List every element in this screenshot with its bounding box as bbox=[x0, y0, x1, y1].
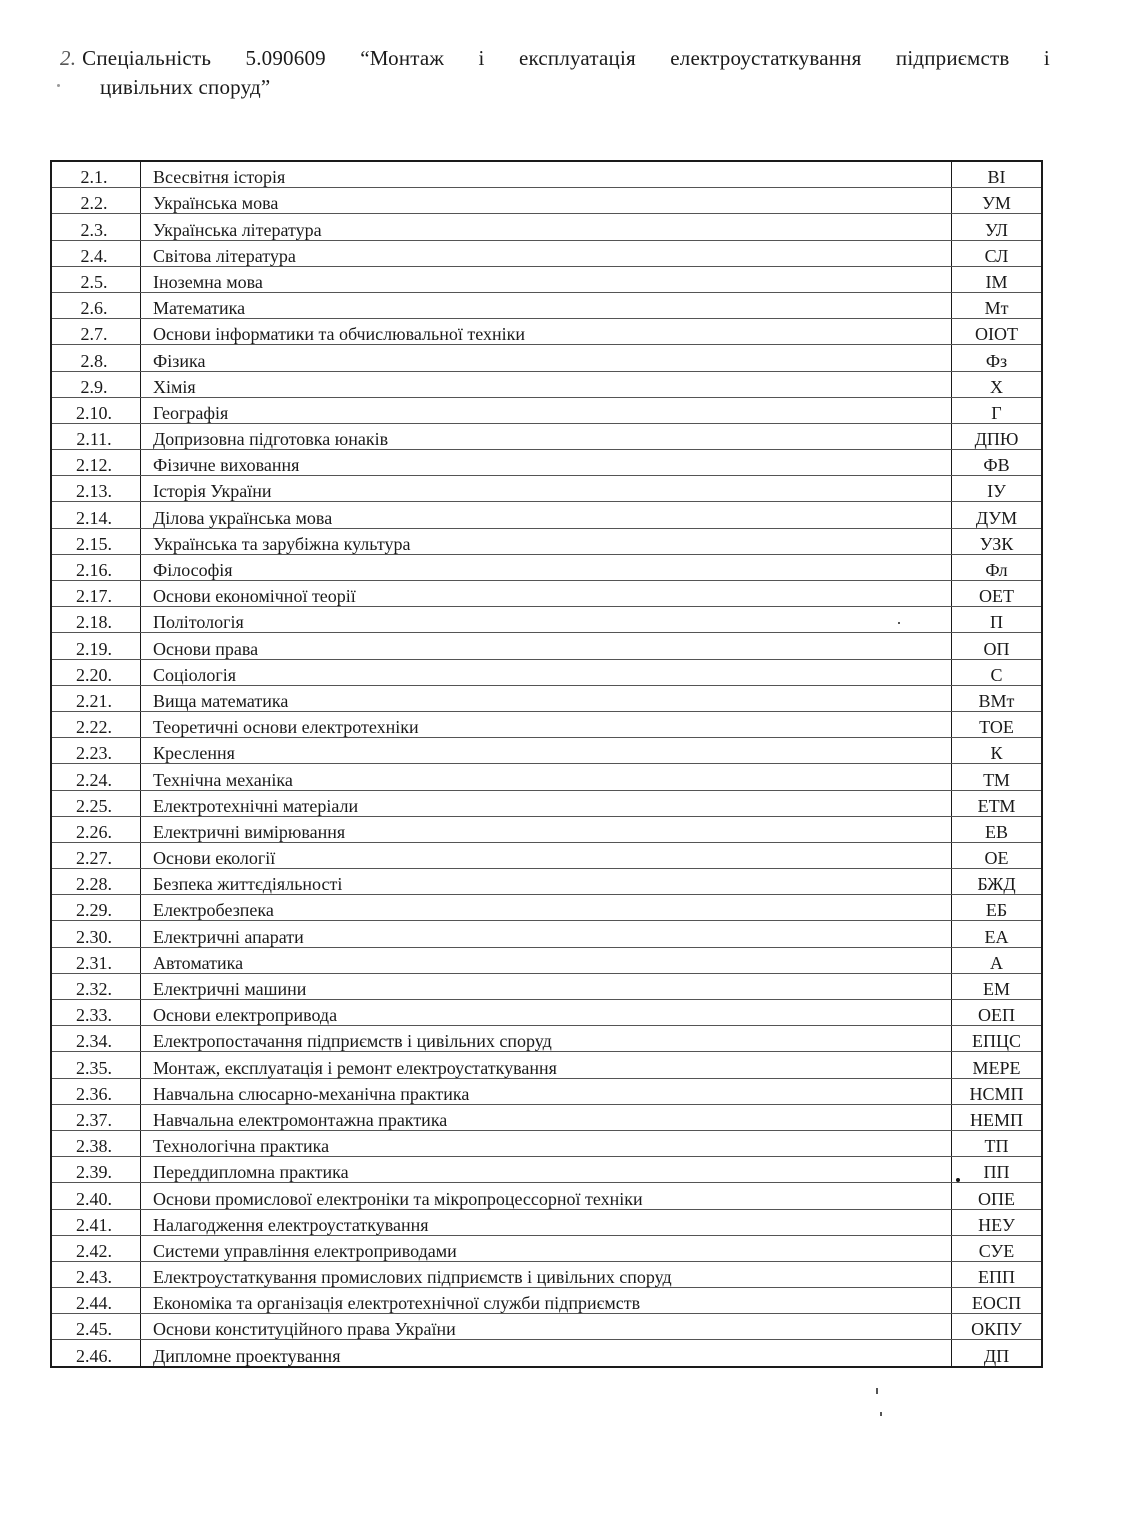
row-number: 2.19. bbox=[51, 633, 141, 659]
scan-speck bbox=[880, 1412, 882, 1416]
subject-code: ОКПУ bbox=[952, 1314, 1043, 1340]
table-row bbox=[51, 345, 1042, 371]
table-row bbox=[51, 816, 1042, 842]
table-row bbox=[51, 842, 1042, 868]
row-number: 2.6. bbox=[51, 292, 141, 318]
subject-name: Всесвітня історія bbox=[141, 161, 952, 188]
subject-code: ДУМ bbox=[952, 502, 1043, 528]
table-row bbox=[51, 1104, 1042, 1130]
row-number: 2.39. bbox=[51, 1157, 141, 1183]
subjects-table bbox=[50, 160, 1043, 1368]
subject-name: Основи промислової електроніки та мікропроцессорної техніки bbox=[141, 1183, 952, 1209]
table-row bbox=[51, 371, 1042, 397]
subject-code: ОП bbox=[952, 633, 1043, 659]
subject-name: Вища математика bbox=[141, 685, 952, 711]
subject-name: Філософія bbox=[141, 554, 952, 580]
table-row bbox=[51, 633, 1042, 659]
subject-code: УЗК bbox=[952, 528, 1043, 554]
subject-code: НЕУ bbox=[952, 1209, 1043, 1235]
subject-name: Світова література bbox=[141, 240, 952, 266]
subject-code: ЕОСП bbox=[952, 1288, 1043, 1314]
table-row bbox=[51, 502, 1042, 528]
subject-code: УМ bbox=[952, 188, 1043, 214]
row-number: 2.3. bbox=[51, 214, 141, 240]
subject-name: Електроустаткування промислових підприємств і цивільних споруд bbox=[141, 1261, 952, 1287]
subject-code: НСМП bbox=[952, 1078, 1043, 1104]
subject-code: ОЕТ bbox=[952, 581, 1043, 607]
subject-name: Фізика bbox=[141, 345, 952, 371]
table-row bbox=[51, 1130, 1042, 1156]
row-number: 2.36. bbox=[51, 1078, 141, 1104]
subject-name: Основи інформатики та обчислювальної техніки bbox=[141, 319, 952, 345]
subject-name: Допризовна підготовка юнаків bbox=[141, 423, 952, 449]
subject-name: Політологія bbox=[141, 607, 952, 633]
subject-name: Безпека життєдіяльності bbox=[141, 869, 952, 895]
row-number: 2.5. bbox=[51, 266, 141, 292]
row-number: 2.24. bbox=[51, 764, 141, 790]
table-row bbox=[51, 607, 1042, 633]
subject-name: Іноземна мова bbox=[141, 266, 952, 292]
row-number: 2.33. bbox=[51, 1000, 141, 1026]
subject-code: ІУ bbox=[952, 476, 1043, 502]
subject-code: ВМт bbox=[952, 685, 1043, 711]
row-number: 2.29. bbox=[51, 895, 141, 921]
table-row bbox=[51, 266, 1042, 292]
row-number: 2.23. bbox=[51, 738, 141, 764]
table-row bbox=[51, 188, 1042, 214]
subject-name: Фізичне виховання bbox=[141, 450, 952, 476]
row-number: 2.26. bbox=[51, 816, 141, 842]
subject-name: Теоретичні основи електротехніки bbox=[141, 711, 952, 737]
table-row bbox=[51, 685, 1042, 711]
row-number: 2.18. bbox=[51, 607, 141, 633]
row-number: 2.30. bbox=[51, 921, 141, 947]
table-row bbox=[51, 869, 1042, 895]
section-heading bbox=[60, 44, 1050, 102]
subject-code: С bbox=[952, 659, 1043, 685]
table-row bbox=[51, 1183, 1042, 1209]
subject-name: Системи управління електроприводами bbox=[141, 1235, 952, 1261]
row-number: 2.27. bbox=[51, 842, 141, 868]
subject-name: Монтаж, експлуатація і ремонт електроустаткування bbox=[141, 1052, 952, 1078]
subject-name: Автоматика bbox=[141, 947, 952, 973]
heading-word: електроустаткування bbox=[670, 46, 862, 70]
subject-name: Креслення bbox=[141, 738, 952, 764]
scan-speck bbox=[876, 1388, 878, 1394]
row-number: 2.32. bbox=[51, 973, 141, 999]
subject-name: Основи електропривода bbox=[141, 1000, 952, 1026]
row-number: 2.9. bbox=[51, 371, 141, 397]
heading-word: і bbox=[478, 46, 485, 70]
heading-word: експлуатація bbox=[518, 46, 636, 70]
table-row bbox=[51, 476, 1042, 502]
subject-code: ЕА bbox=[952, 921, 1043, 947]
subject-code: МЕРЕ bbox=[952, 1052, 1043, 1078]
row-number: 2.14. bbox=[51, 502, 141, 528]
table-row bbox=[51, 292, 1042, 318]
subject-name: Економіка та організація електротехнічної служби підприємств bbox=[141, 1288, 952, 1314]
subject-name: Електричні машини bbox=[141, 973, 952, 999]
subject-code: УЛ bbox=[952, 214, 1043, 240]
subject-name: Українська література bbox=[141, 214, 952, 240]
table-row bbox=[51, 921, 1042, 947]
row-number: 2.43. bbox=[51, 1261, 141, 1287]
subject-name: Географія bbox=[141, 397, 952, 423]
row-number: 2.11. bbox=[51, 423, 141, 449]
row-number: 2.35. bbox=[51, 1052, 141, 1078]
heading-word: Спеціальність bbox=[82, 46, 212, 70]
table-row bbox=[51, 1288, 1042, 1314]
table-row bbox=[51, 240, 1042, 266]
heading-line-1 bbox=[60, 44, 1050, 73]
subject-name: Історія України bbox=[141, 476, 952, 502]
subject-name: Електротехнічні матеріали bbox=[141, 790, 952, 816]
row-number: 2.46. bbox=[51, 1340, 141, 1367]
row-number: 2.22. bbox=[51, 711, 141, 737]
table-row bbox=[51, 895, 1042, 921]
table-row bbox=[51, 1314, 1042, 1340]
row-number: 2.20. bbox=[51, 659, 141, 685]
heading-line-2: цивільних споруд” bbox=[100, 75, 271, 99]
subject-code: ОПЕ bbox=[952, 1183, 1043, 1209]
row-number: 2.16. bbox=[51, 554, 141, 580]
subject-name: Електричні апарати bbox=[141, 921, 952, 947]
row-number: 2.8. bbox=[51, 345, 141, 371]
table-row bbox=[51, 973, 1042, 999]
table-row bbox=[51, 1209, 1042, 1235]
subject-name: Ділова українська мова bbox=[141, 502, 952, 528]
table-row bbox=[51, 764, 1042, 790]
subject-code: Фл bbox=[952, 554, 1043, 580]
scan-speck bbox=[956, 1178, 960, 1182]
row-number: 2.37. bbox=[51, 1104, 141, 1130]
subject-name: Навчальна електромонтажна практика bbox=[141, 1104, 952, 1130]
row-number: 2.17. bbox=[51, 581, 141, 607]
table-row bbox=[51, 214, 1042, 240]
row-number: 2.13. bbox=[51, 476, 141, 502]
table-row bbox=[51, 554, 1042, 580]
subject-name: Соціологія bbox=[141, 659, 952, 685]
subject-name: Українська мова bbox=[141, 188, 952, 214]
table-row bbox=[51, 738, 1042, 764]
row-number: 2.10. bbox=[51, 397, 141, 423]
subject-name: Хімія bbox=[141, 371, 952, 397]
table-row bbox=[51, 947, 1042, 973]
subject-name: Технологічна практика bbox=[141, 1130, 952, 1156]
subject-name: Налагодження електроустаткування bbox=[141, 1209, 952, 1235]
table-row bbox=[51, 1052, 1042, 1078]
table-row bbox=[51, 1026, 1042, 1052]
subject-code: СЛ bbox=[952, 240, 1043, 266]
subject-code: П bbox=[952, 607, 1043, 633]
subject-name: Навчальна слюсарно-механічна практика bbox=[141, 1078, 952, 1104]
subject-code: БЖД bbox=[952, 869, 1043, 895]
subject-code: ОЕП bbox=[952, 1000, 1043, 1026]
subject-code: Мт bbox=[952, 292, 1043, 318]
row-number: 2.28. bbox=[51, 869, 141, 895]
table-row bbox=[51, 450, 1042, 476]
section-number: 2. bbox=[60, 46, 77, 70]
subject-code: ДПЮ bbox=[952, 423, 1043, 449]
subject-code: А bbox=[952, 947, 1043, 973]
row-number: 2.34. bbox=[51, 1026, 141, 1052]
subject-code: ТОЕ bbox=[952, 711, 1043, 737]
row-number: 2.38. bbox=[51, 1130, 141, 1156]
subject-code: ЕВ bbox=[952, 816, 1043, 842]
row-number: 2.7. bbox=[51, 319, 141, 345]
table-row bbox=[51, 711, 1042, 737]
row-number: 2.41. bbox=[51, 1209, 141, 1235]
subject-code: ПП bbox=[952, 1157, 1043, 1183]
subject-name: Технічна механіка bbox=[141, 764, 952, 790]
subject-code: ЕБ bbox=[952, 895, 1043, 921]
subject-code: ОЕ bbox=[952, 842, 1043, 868]
table-row bbox=[51, 1261, 1042, 1287]
row-number: 2.12. bbox=[51, 450, 141, 476]
heading-word: і bbox=[1043, 46, 1050, 70]
subjects-table-body bbox=[51, 161, 1042, 1367]
subject-name: Математика bbox=[141, 292, 952, 318]
subject-name: Основи економічної теорії bbox=[141, 581, 952, 607]
scan-speck bbox=[57, 84, 60, 87]
subject-code: ІМ bbox=[952, 266, 1043, 292]
subject-code: ЕМ bbox=[952, 973, 1043, 999]
subject-code: Х bbox=[952, 371, 1043, 397]
table-row bbox=[51, 397, 1042, 423]
table-row bbox=[51, 790, 1042, 816]
heading-word: “Монтаж bbox=[360, 46, 445, 70]
subject-code: ФВ bbox=[952, 450, 1043, 476]
table-row bbox=[51, 1235, 1042, 1261]
subject-name: Електробезпека bbox=[141, 895, 952, 921]
subject-code: ВІ bbox=[952, 161, 1043, 188]
subject-code: ТМ bbox=[952, 764, 1043, 790]
subject-code: Фз bbox=[952, 345, 1043, 371]
table-row bbox=[51, 528, 1042, 554]
subject-name: Дипломне проектування bbox=[141, 1340, 952, 1367]
table-row bbox=[51, 161, 1042, 188]
table-row bbox=[51, 1000, 1042, 1026]
subject-name: Основи конституційного права України bbox=[141, 1314, 952, 1340]
table-row bbox=[51, 319, 1042, 345]
subject-name: Переддипломна практика bbox=[141, 1157, 952, 1183]
subject-name: Основи права bbox=[141, 633, 952, 659]
row-number: 2.44. bbox=[51, 1288, 141, 1314]
row-number: 2.40. bbox=[51, 1183, 141, 1209]
subject-code: ДП bbox=[952, 1340, 1043, 1367]
table-row bbox=[51, 581, 1042, 607]
subject-code: К bbox=[952, 738, 1043, 764]
row-number: 2.45. bbox=[51, 1314, 141, 1340]
row-number: 2.2. bbox=[51, 188, 141, 214]
subject-code: ЕПЦС bbox=[952, 1026, 1043, 1052]
subject-code: СУЕ bbox=[952, 1235, 1043, 1261]
row-number: 2.1. bbox=[51, 161, 141, 188]
row-number: 2.4. bbox=[51, 240, 141, 266]
row-number: 2.42. bbox=[51, 1235, 141, 1261]
subject-name: Електропостачання підприємств і цивільних споруд bbox=[141, 1026, 952, 1052]
heading-word: 5.090609 bbox=[245, 46, 326, 70]
row-number: 2.15. bbox=[51, 528, 141, 554]
subject-code: НЕМП bbox=[952, 1104, 1043, 1130]
table-row bbox=[51, 1340, 1042, 1367]
heading-word: підприємств bbox=[895, 46, 1010, 70]
subject-code: Г bbox=[952, 397, 1043, 423]
table-row bbox=[51, 1078, 1042, 1104]
table-row bbox=[51, 1157, 1042, 1183]
row-number: 2.31. bbox=[51, 947, 141, 973]
subject-code: ЕТМ bbox=[952, 790, 1043, 816]
table-row bbox=[51, 659, 1042, 685]
subject-name: Українська та зарубіжна культура bbox=[141, 528, 952, 554]
subject-name: Основи екології bbox=[141, 842, 952, 868]
subject-code: ЕПП bbox=[952, 1261, 1043, 1287]
subject-code: ТП bbox=[952, 1130, 1043, 1156]
subject-name: Електричні вимірювання bbox=[141, 816, 952, 842]
table-row bbox=[51, 423, 1042, 449]
subject-code: ОІОТ bbox=[952, 319, 1043, 345]
row-number: 2.25. bbox=[51, 790, 141, 816]
row-number: 2.21. bbox=[51, 685, 141, 711]
scan-speck bbox=[898, 622, 900, 624]
